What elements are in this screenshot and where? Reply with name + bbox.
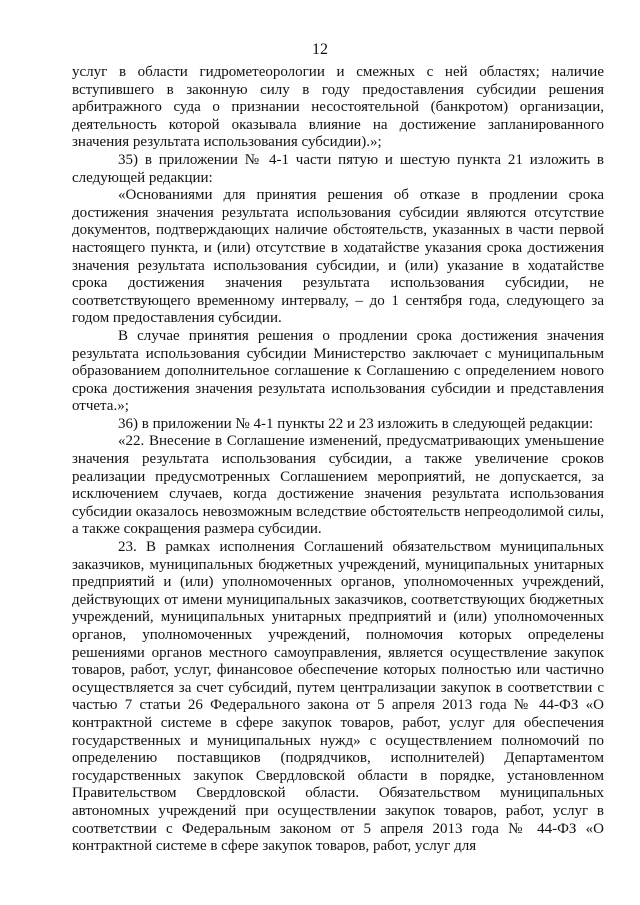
paragraph-quote-grounds: «Основаниями для принятия решения об отказе в продлении срока достижения значения результата использования субсидии являются отсутствие документов, подтверждающих наличие обстоятельств, указанных в части первой настоящего пункта, и (или) отсутствие в ходатайстве указания срока достижения значения результата использования субсидии, и (или) указание в ходатайстве срока достижения значения результата использования субсидии, не соответствующего временному интервалу, – до 1 сентября года, следующего за годом предоставления субсидии. [72, 187, 604, 327]
paragraph-item-35: 35) в приложении № 4-1 части пятую и шестую пункта 21 изложить в следующей редакции: [72, 151, 604, 186]
paragraph-continuation: услуг в области гидрометеорологии и смежных с ней областях; наличие вступившего в законную силу в году предоставления субсидии решения арбитражного суда о признании несостоятельной (банкротом) организации, деятельность которой оказывала влияние на достижение запланированного значения результата использования субсидии).»; [72, 64, 604, 151]
paragraph-point-23: 23. В рамках исполнения Соглашений обязательством муниципальных заказчиков, муниципальных бюджетных учреждений, муниципальных унитарных предприятий и (или) уполномоченных органов, уполномоченных учреждений, действующих от имени муниципальных заказчиков, соответствующих бюджетных учреждений, муниципальных унитарных предприятий и (или) уполномоченных органов, уполномоченных учреждений, полномочия которых определены решениями органов местного самоуправления, является осуществление закупок товаров, работ, услуг, финансовое обеспечение которых полностью или частично осуществляется за счет субсидий, путем централизации закупок в соответствии с частью 7 статьи 26 Федерального закона от 5 апреля 2013 года № 44-ФЗ «О контрактной системе в сфере закупок товаров, работ, услуг для обеспечения государственных и муниципальных нужд» с осуществлением полномочий по определению поставщиков (подрядчиков, исполнителей) Департаментом государственных закупок Свердловской области в порядке, установленном Правительством Свердловской области. Обязательством муниципальных автономных учреждений при осуществлении закупок товаров, работ, услуг в соответствии с Федеральным законом от 5 апреля 2013 года № 44-ФЗ «О контрактной системе в сфере закупок товаров, работ, услуг для [72, 539, 604, 855]
paragraph-point-22: «22. Внесение в Соглашение изменений, предусматривающих уменьшение значения результата использования субсидии, а также увеличение сроков реализации предусмотренных Соглашением мероприятий, не допускается, за исключением случаев, когда достижение значения результата использования субсидии оказалось невозможным вследствие обстоятельств непреодолимой силы, а также сокращения размера субсидии. [72, 433, 604, 538]
page-number: 12 [312, 41, 328, 58]
paragraph-extension-decision: В случае принятия решения о продлении срока достижения значения результата использования субсидии Министерство заключает с муниципальным образованием дополнительное соглашение к Соглашению с определением нового срока достижения значения результата использования субсидии и представления отчета.»; [72, 327, 604, 415]
paragraph-item-36: 36) в приложении № 4-1 пункты 22 и 23 изложить в следующей редакции: [118, 415, 594, 432]
document-body [72, 64, 604, 856]
